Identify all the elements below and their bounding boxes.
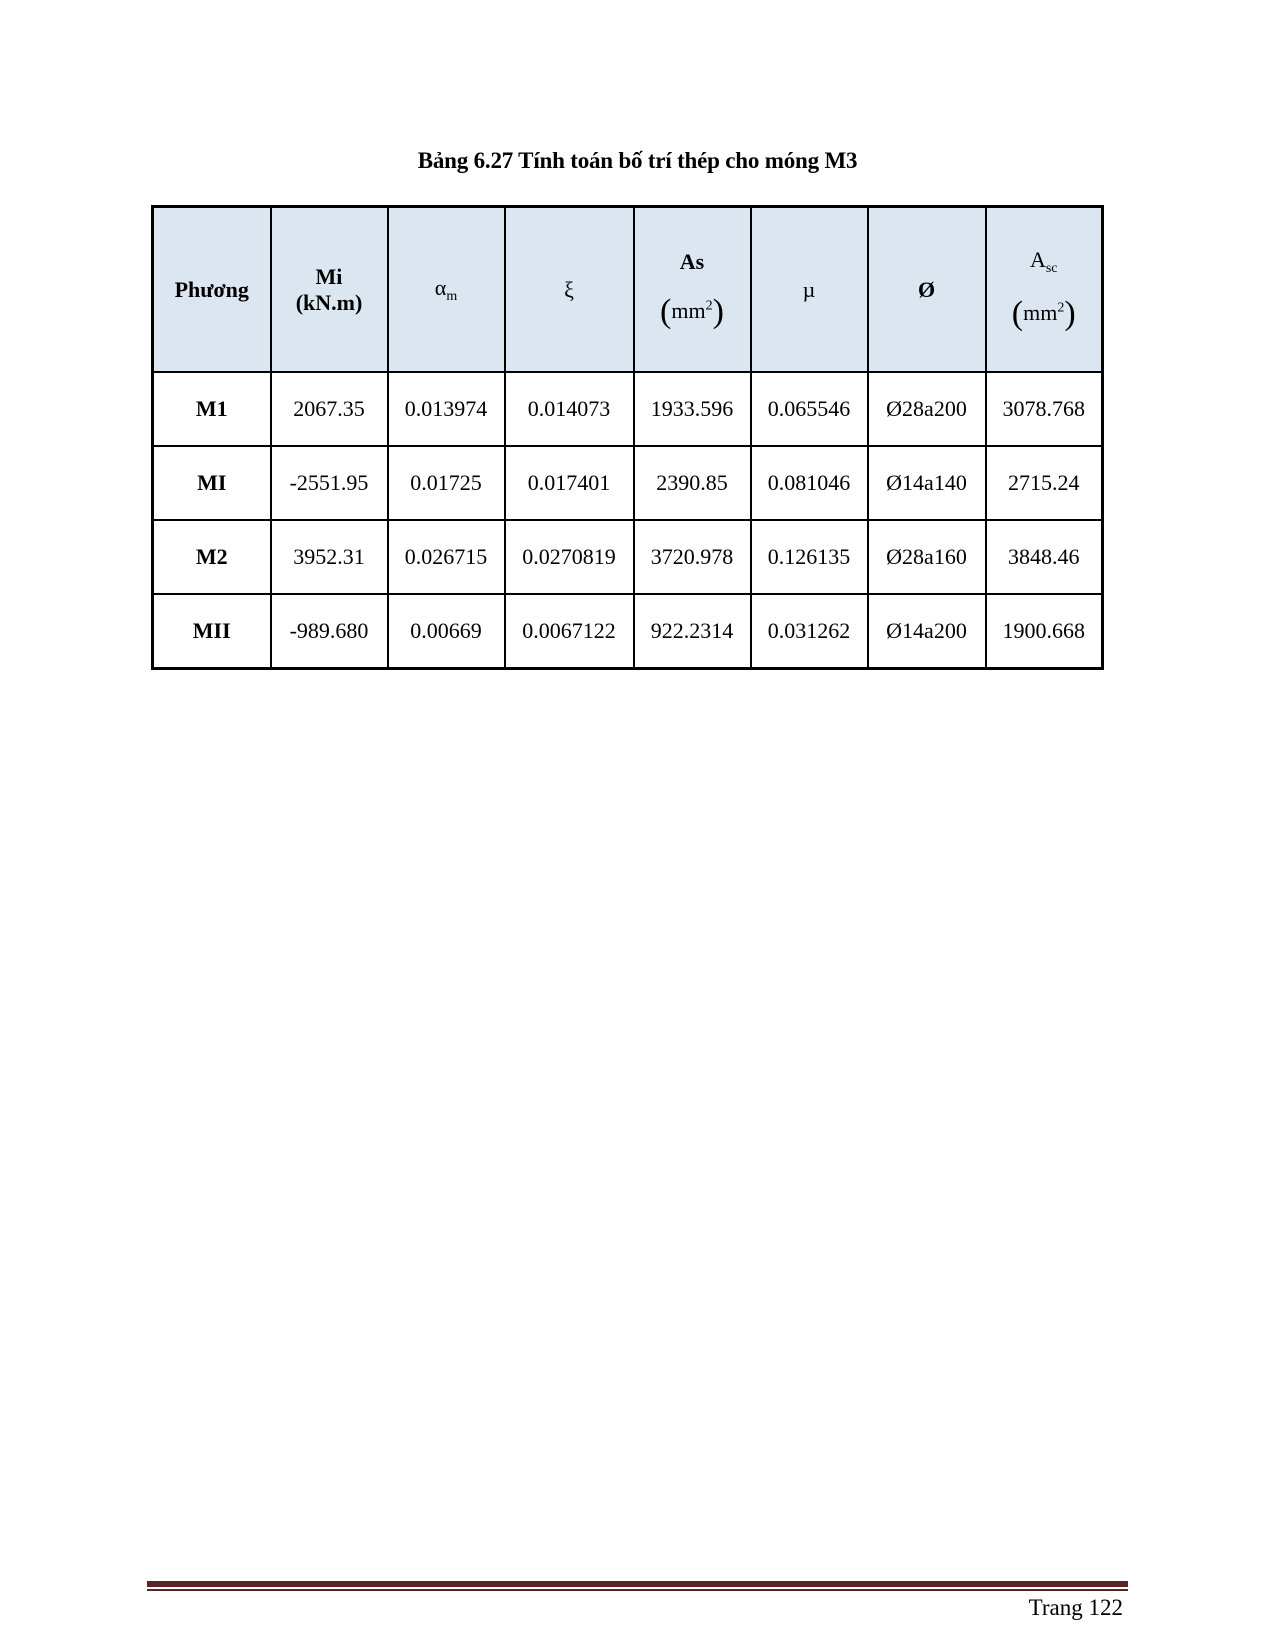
- cell-phi: Ø28a200: [868, 372, 986, 446]
- cell-as: 3720.978: [634, 520, 751, 594]
- cell-mu: 0.031262: [751, 594, 868, 669]
- alpha-subscript: m: [446, 288, 458, 304]
- cell-phi: Ø14a140: [868, 446, 986, 520]
- header-mi-unit: (kN.m): [295, 289, 363, 315]
- asc-symbol: A: [1029, 246, 1046, 272]
- header-row: [153, 207, 1103, 373]
- cell-as: 922.2314: [634, 594, 751, 669]
- cell-alpha-m: 0.026715: [388, 520, 505, 594]
- mu-symbol: µ: [802, 276, 816, 302]
- cell-asc: 1900.668: [986, 594, 1103, 669]
- table-caption: Bảng 6.27 Tính toán bố trí thép cho móng M3: [417, 148, 858, 173]
- cell-as: 1933.596: [634, 372, 751, 446]
- cell-mu: 0.126135: [751, 520, 868, 594]
- header-asc-unit: [1012, 295, 1076, 333]
- cell-mu: 0.081046: [751, 446, 868, 520]
- cell-mi: -989.680: [271, 594, 388, 669]
- cell-mu: 0.065546: [751, 372, 868, 446]
- cell-as: 2390.85: [634, 446, 751, 520]
- cell-phuong: MII: [153, 594, 271, 669]
- header-phuong-label: Phương: [174, 276, 249, 302]
- table-row: [153, 594, 1103, 669]
- header-asc: [986, 207, 1103, 373]
- unit-mm: mm: [1023, 299, 1058, 325]
- steel-calculation-table: [151, 205, 1104, 670]
- table-row: [153, 446, 1103, 520]
- cell-mi: -2551.95: [271, 446, 388, 520]
- cell-phuong: MI: [153, 446, 271, 520]
- page-number: Trang 122: [1028, 1595, 1123, 1620]
- header-phi: [868, 207, 986, 373]
- cell-xi: 0.0270819: [505, 520, 634, 594]
- table-row: [153, 372, 1103, 446]
- footer-rule-thick: [147, 1581, 1128, 1587]
- header-alpha-m: [388, 207, 505, 373]
- unit-sup: 2: [705, 298, 713, 314]
- header-xi: [505, 207, 634, 373]
- unit-mm: mm: [671, 297, 706, 323]
- cell-phuong: M1: [153, 372, 271, 446]
- cell-mi: 2067.35: [271, 372, 388, 446]
- cell-phuong: M2: [153, 520, 271, 594]
- cell-alpha-m: 0.013974: [388, 372, 505, 446]
- paren-open: (: [1011, 294, 1024, 332]
- cell-mi: 3952.31: [271, 520, 388, 594]
- header-as-unit: [660, 293, 724, 331]
- unit-sup: 2: [1057, 300, 1065, 316]
- cell-phi: Ø28a160: [868, 520, 986, 594]
- cell-alpha-m: 0.01725: [388, 446, 505, 520]
- header-asc-label: [1030, 247, 1058, 277]
- table-row: [153, 520, 1103, 594]
- cell-asc: 3848.46: [986, 520, 1103, 594]
- cell-xi: 0.014073: [505, 372, 634, 446]
- cell-xi: 0.017401: [505, 446, 634, 520]
- xi-symbol: ξ: [564, 276, 574, 302]
- paren-close: ): [1064, 294, 1076, 332]
- cell-xi: 0.0067122: [505, 594, 634, 669]
- phi-symbol: Ø: [917, 276, 936, 302]
- paren-close: ): [712, 292, 724, 330]
- cell-phi: Ø14a200: [868, 594, 986, 669]
- header-mi-label: Mi: [315, 263, 343, 289]
- header-as-label: As: [679, 248, 705, 274]
- header-mu: [751, 207, 868, 373]
- cell-alpha-m: 0.00669: [388, 594, 505, 669]
- paren-open: (: [660, 292, 672, 330]
- asc-subscript: sc: [1045, 260, 1058, 276]
- header-phuong: [153, 207, 271, 373]
- cell-asc: 3078.768: [986, 372, 1103, 446]
- cell-asc: 2715.24: [986, 446, 1103, 520]
- header-as: [634, 207, 751, 373]
- header-mi: [271, 207, 388, 373]
- alpha-symbol: α: [434, 274, 447, 300]
- footer-rule-thin: [147, 1589, 1128, 1591]
